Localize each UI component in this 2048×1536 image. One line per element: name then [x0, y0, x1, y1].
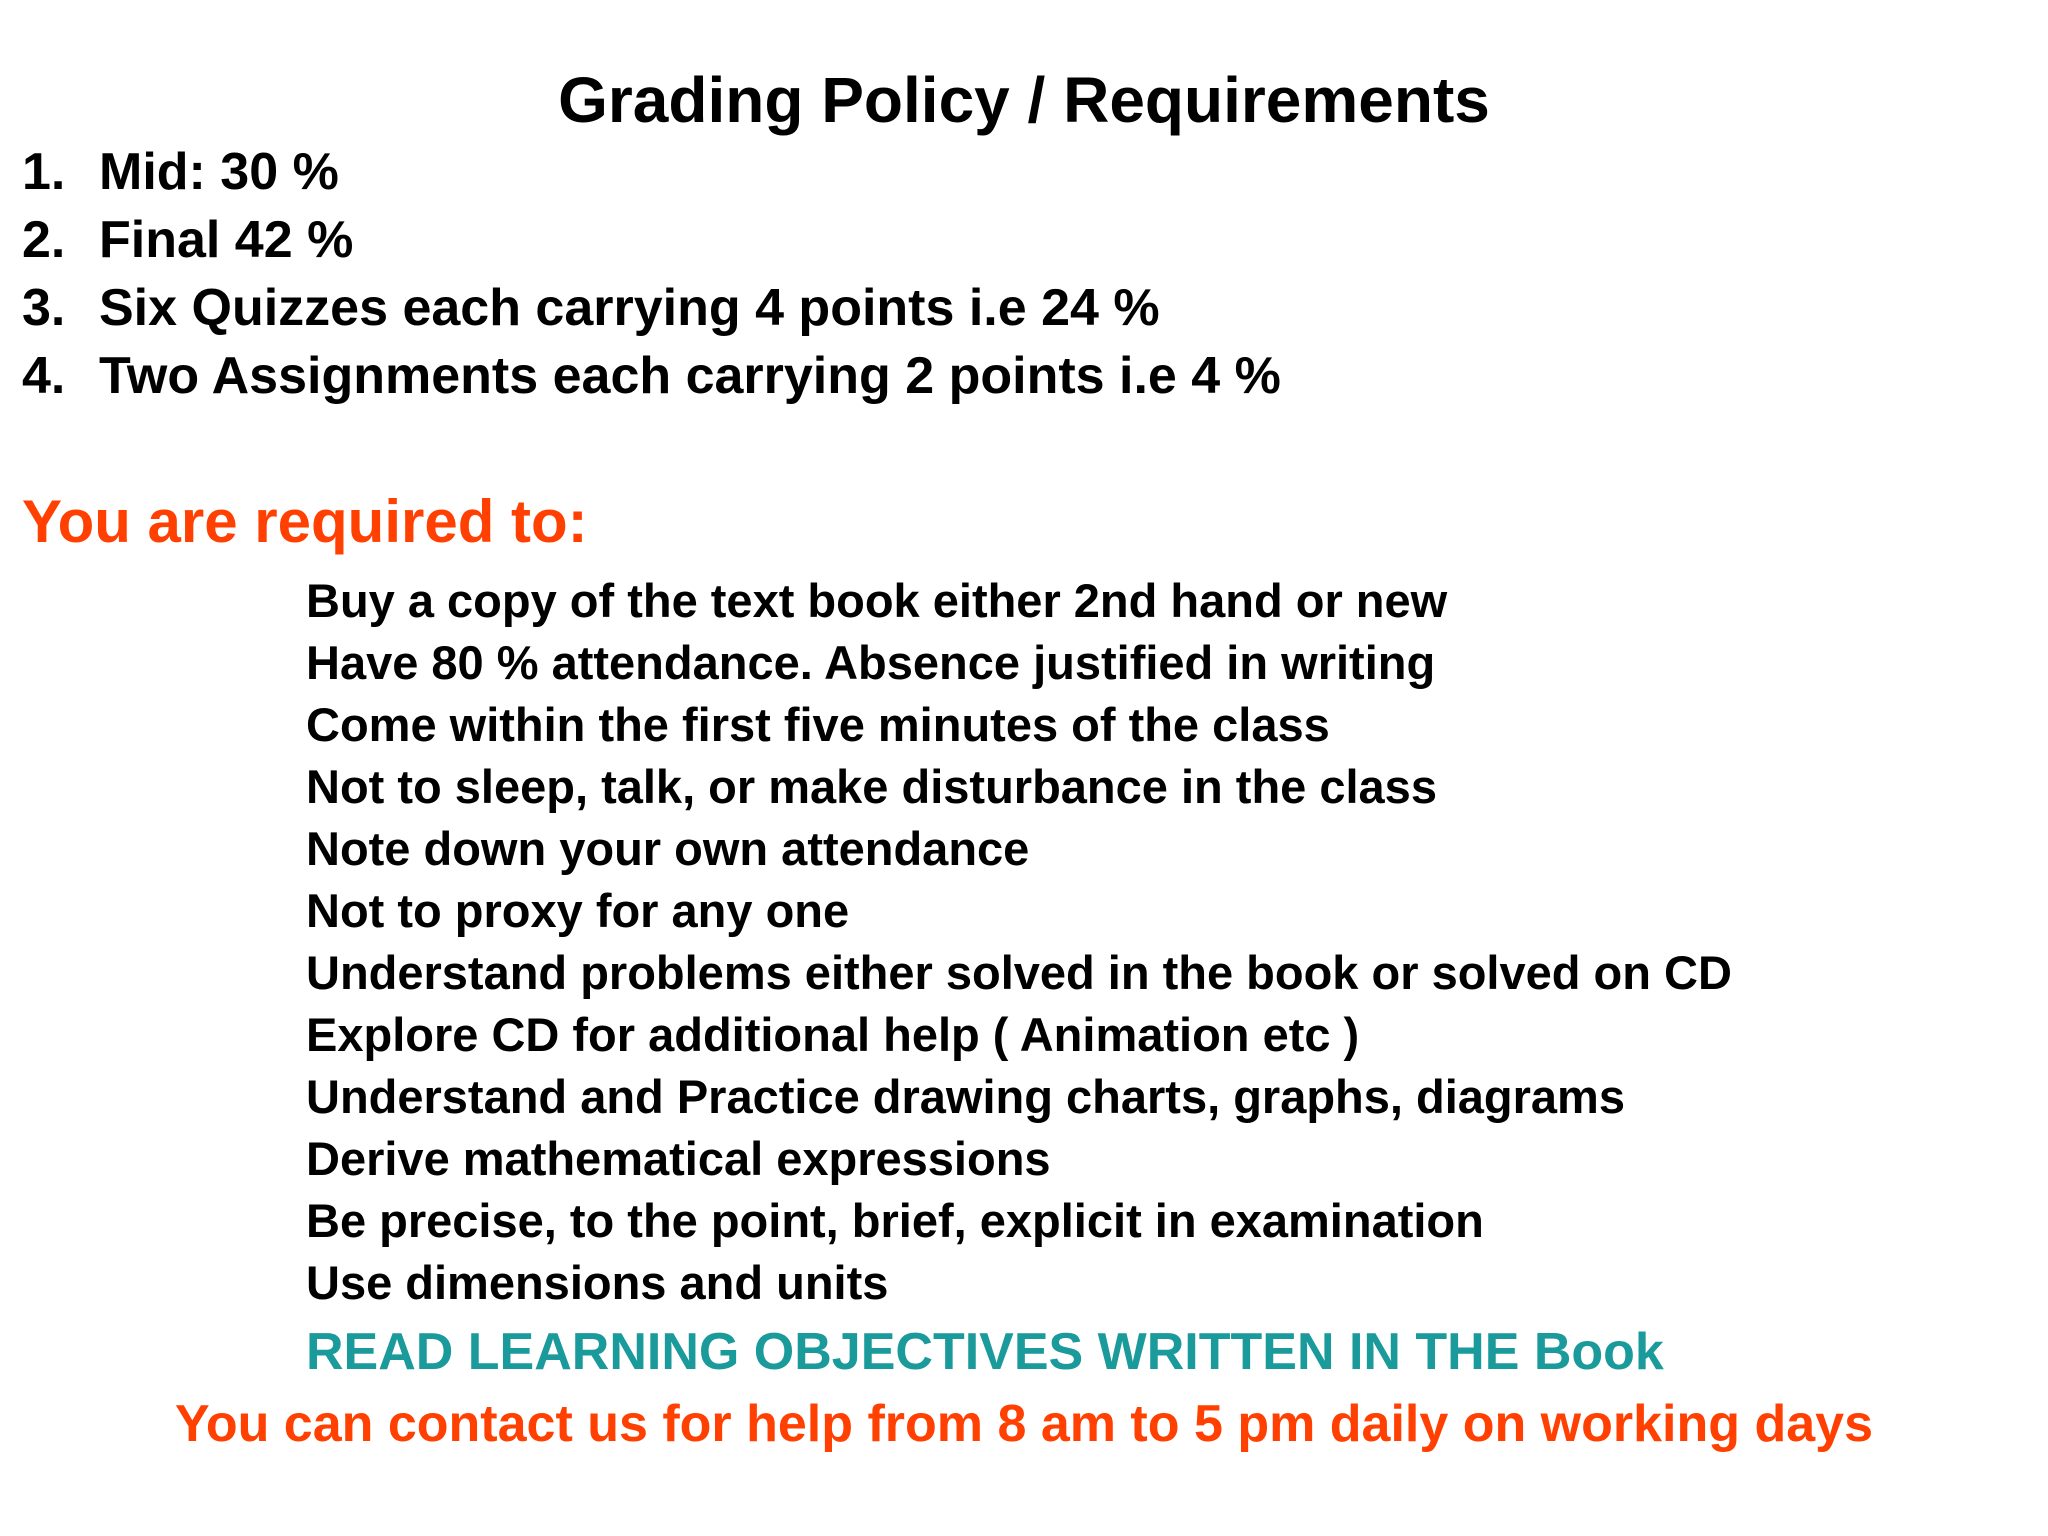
policy-item	[22, 274, 1281, 342]
policy-item	[22, 138, 1281, 206]
requirement-item: Come within the first five minutes of the class	[306, 698, 1330, 751]
policy-item	[22, 342, 1281, 410]
requirement-item: Buy a copy of the text book either 2nd hand or new	[306, 574, 1448, 627]
policy-item	[22, 206, 1281, 274]
requirement-item: Understand problems either solved in the book or solved on CD	[306, 946, 1732, 999]
policy-text: Final 42 %	[99, 211, 354, 269]
policy-text: Six Quizzes each carrying 4 points i.e 24 %	[99, 279, 1160, 337]
policy-number: 3.	[22, 279, 66, 337]
requirement-item: Use dimensions and units	[306, 1256, 889, 1309]
requirements-list	[306, 570, 1732, 1314]
requirement-item: Not to sleep, talk, or make disturbance in the class	[306, 760, 1437, 813]
page-title: Grading Policy / Requirements	[558, 64, 1490, 136]
requirement-item: Not to proxy for any one	[306, 884, 850, 937]
requirement-item: Understand and Practice drawing charts, graphs, diagrams	[306, 1070, 1625, 1123]
policy-number: 4.	[22, 347, 66, 405]
requirement-item: Explore CD for additional help ( Animation etc )	[306, 1008, 1360, 1061]
contact-note: You can contact us for help from 8 am to 5 pm daily on working days	[175, 1395, 1873, 1453]
requirement-item: Have 80 % attendance. Absence justified in writing	[306, 636, 1436, 689]
grading-policy-list	[22, 138, 1281, 410]
requirements-heading: You are required to:	[22, 488, 588, 555]
policy-text: Mid: 30 %	[99, 143, 339, 201]
requirement-item: Derive mathematical expressions	[306, 1132, 1051, 1185]
policy-number: 1.	[22, 143, 66, 201]
requirement-item: Be precise, to the point, brief, explicit in examination	[306, 1194, 1484, 1247]
learning-objectives-note: READ LEARNING OBJECTIVES WRITTEN IN THE Book	[306, 1323, 1664, 1381]
requirement-item: Note down your own attendance	[306, 822, 1030, 875]
policy-number: 2.	[22, 211, 66, 269]
policy-text: Two Assignments each carrying 2 points i.e 4 %	[99, 347, 1281, 405]
